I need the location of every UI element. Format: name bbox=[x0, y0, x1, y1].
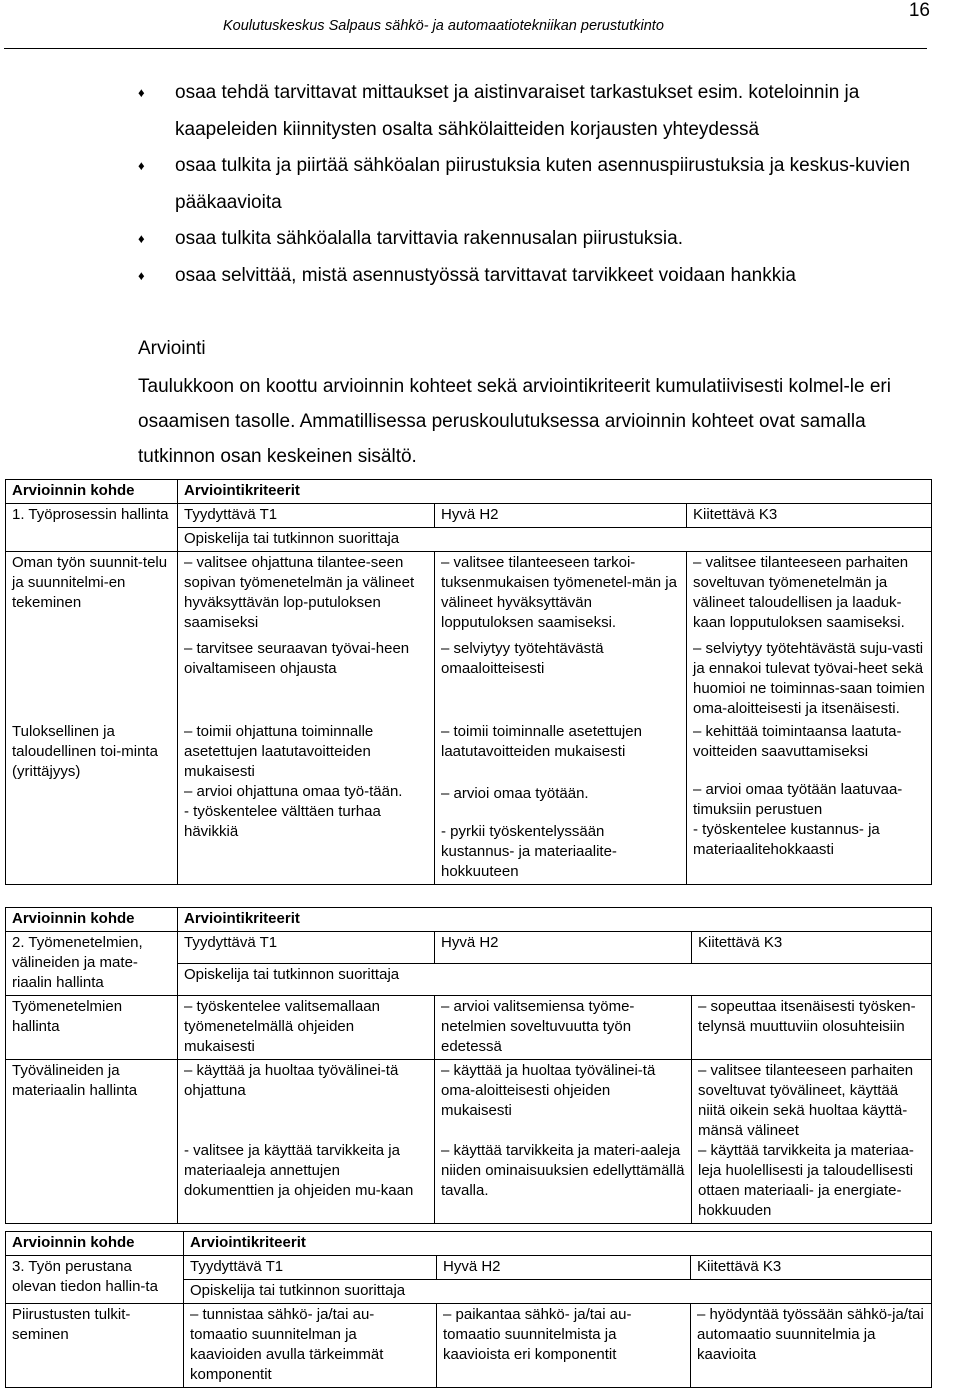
level-k3: Kiitettävä K3 bbox=[691, 1256, 932, 1280]
criteria-cell-t1: – toimii ohjattuna toiminnalle asetettujen laatutavoitteiden mukaisesti – arvioi ohjattuna omaa työ-tään. - työskentelee välttäen turhaa hävikkiä bbox=[178, 721, 435, 885]
bullet-item: ♦ osaa tehdä tarvittavat mittaukset ja aistinvaraiset tarkastukset esim. koteloinnin ja kaapeleiden kiinnitysten osalta sähkölaitteiden korjausten yhteydessä bbox=[138, 75, 938, 148]
column-header-kriteerit: Arviointikriteerit bbox=[178, 480, 932, 504]
column-header-kriteerit: Arviointikriteerit bbox=[184, 1232, 932, 1256]
criteria-table-2 bbox=[5, 907, 932, 1224]
criteria-cell-h2: – toimii toiminnalle asetettujen laatutavoitteiden mukaisesti – arvioi omaa työtään. - pyrkii työskentelyssään kustannus- ja materiaalite-hokkuuteen bbox=[435, 721, 687, 885]
level-h2: Hyvä H2 bbox=[435, 504, 687, 528]
sub-target: Piirustusten tulkit-seminen bbox=[6, 1304, 184, 1388]
criteria-table-3 bbox=[5, 1231, 932, 1388]
criteria-cell-h2: – käyttää ja huoltaa työvälinei-tä oma-aloitteisesti ohjeiden mukaisesti – käyttää tarvikkeita ja materi-aaleja niiden ominaisuuksien edellyttämällä tavalla. bbox=[435, 1060, 692, 1224]
page-number: 16 bbox=[908, 0, 930, 21]
criteria-cell-t1: – tunnistaa sähkö- ja/tai au-tomaatio suunnitelman ja kaavioiden avulla tärkeimmät komponentit bbox=[184, 1304, 437, 1388]
header-divider bbox=[4, 48, 927, 49]
level-k3: Kiitettävä K3 bbox=[687, 504, 932, 528]
competence-bullet-list bbox=[138, 75, 938, 294]
level-k3: Kiitettävä K3 bbox=[692, 932, 932, 964]
document-header-title: Koulutuskeskus Salpaus sähkö- ja automaatiotekniikan perustutkinto bbox=[223, 18, 664, 34]
section-heading: Arviointi bbox=[138, 338, 206, 359]
bullet-item: ♦ osaa selvittää, mistä asennustyössä tarvittavat tarvikkeet voidaan hankkia bbox=[138, 258, 938, 295]
criteria-cell-h2: – valitsee tilanteeseen tarkoi-tuksenmukaisen työmenetel-män ja välineet hyväksyttävän lopputuloksen saamiseksi. – selviytyy työtehtävästä omaaloitteisesti bbox=[435, 552, 687, 722]
criteria-cell-h2: – arvioi valitsemiensa työme-netelmien soveltuvuutta työn edetessä bbox=[435, 996, 692, 1060]
diamond-bullet-icon: ♦ bbox=[138, 267, 145, 283]
learner-label: Opiskelija tai tutkinnon suorittaja bbox=[184, 1280, 932, 1304]
criteria-cell-k3: – sopeuttaa itsenäisesti työsken-telynsä muuttuviin olosuhteisiin bbox=[692, 996, 932, 1060]
diamond-bullet-icon: ♦ bbox=[138, 85, 145, 100]
diamond-bullet-icon: ♦ bbox=[138, 158, 145, 173]
criteria-cell-k3: – kehittää toimintaansa laatuta-voitteiden saavuttamiseksi – arvioi omaa työtään laatuvaa-timuksiin perustuen - työskentelee kustannus- ja materiaalitehokkaasti bbox=[687, 721, 932, 885]
sub-target: Työvälineiden ja materiaalin hallinta bbox=[6, 1060, 178, 1224]
level-h2: Hyvä H2 bbox=[435, 932, 692, 964]
criteria-cell-t1: – käyttää ja huoltaa työvälinei-tä ohjattuna - valitsee ja käyttää tarvikkeita ja materiaaleja annettujen dokumenttien ja ohjeiden mu-kaan bbox=[178, 1060, 435, 1224]
bullet-item: ♦ osaa tulkita sähköalalla tarvittavia rakennusalan piirustuksia. bbox=[138, 221, 938, 258]
learner-label: Opiskelija tai tutkinnon suorittaja bbox=[178, 964, 932, 996]
assessment-target: 3. Työn perustana olevan tiedon hallin-ta bbox=[6, 1256, 184, 1304]
level-t1: Tyydyttävä T1 bbox=[178, 504, 435, 528]
criteria-cell-t1: – valitsee ohjattuna tilantee-seen sopivan työmenetelmän ja välineet hyväksyttävän lop-putuloksen saamiseksi – tarvitsee seuraavan työvai-heen oivaltamiseen ohjausta bbox=[178, 552, 435, 722]
bullet-item: ♦ osaa tulkita ja piirtää sähköalan piirustuksia kuten asennuspiirustuksia ja keskus-kuvien pääkaavioita bbox=[138, 148, 938, 221]
criteria-cell-h2: – paikantaa sähkö- ja/tai au-tomaatio suunnitelmista ja kaavioista eri komponentit bbox=[437, 1304, 691, 1388]
sub-target: Oman työn suunnit-telu ja suunnitelmi-en tekeminen bbox=[6, 552, 178, 722]
column-header-kriteerit: Arviointikriteerit bbox=[178, 908, 932, 932]
section-paragraph: Taulukkoon on koottu arvioinnin kohteet sekä arviointikriteerit kumulatiivisesti kolmel-le eri osaamisen tasolle. Ammatillisessa peruskoulutuksessa arvioinnin kohteet ovat samalla tutkinnon osan keskeinen sisältö. bbox=[138, 376, 891, 467]
sub-target: Tuloksellinen ja taloudellinen toi-minta (yrittäjyys) bbox=[6, 721, 178, 885]
criteria-cell-k3: – hyödyntää työssään sähkö-ja/tai automaatio suunnitelmia ja kaavioita bbox=[691, 1304, 932, 1388]
level-t1: Tyydyttävä T1 bbox=[178, 932, 435, 964]
criteria-table-1 bbox=[5, 479, 932, 885]
criteria-cell-k3: – valitsee tilanteeseen parhaiten soveltuvat työvälineet, käyttää niitä oikein sekä huoltaa käyttä-mänsä välineet – käyttää tarvikkeita ja materiaa-leja huolellisesti ja taloudellisesti ottaen materiaali- ja energiate-hokkuuden bbox=[692, 1060, 932, 1224]
diamond-bullet-icon: ♦ bbox=[138, 231, 145, 246]
level-h2: Hyvä H2 bbox=[437, 1256, 691, 1280]
column-header-kohde: Arvioinnin kohde bbox=[6, 480, 178, 504]
level-t1: Tyydyttävä T1 bbox=[184, 1256, 437, 1280]
learner-label: Opiskelija tai tutkinnon suorittaja bbox=[178, 528, 932, 552]
sub-target: Työmenetelmien hallinta bbox=[6, 996, 178, 1060]
assessment-target: 2. Työmenetelmien, välineiden ja mate-riaalin hallinta bbox=[6, 932, 178, 996]
assessment-target: 1. Työprosessin hallinta bbox=[6, 504, 178, 552]
column-header-kohde: Arvioinnin kohde bbox=[6, 1232, 184, 1256]
criteria-cell-k3: – valitsee tilanteeseen parhaiten soveltuvan työmenetelmän ja välineet taloudellisen ja laaduk-kaan lopputuloksen saamiseksi. – selviytyy työtehtävästä suju-vasti ja ennakoi tulevat työvai-heet sekä huomioi ne toiminnas-saan toimien oma-aloitteisesti ja itsenäisesti. bbox=[687, 552, 932, 722]
criteria-cell-t1: – työskentelee valitsemallaan työmenetelmällä ohjeiden mukaisesti bbox=[178, 996, 435, 1060]
column-header-kohde: Arvioinnin kohde bbox=[6, 908, 178, 932]
